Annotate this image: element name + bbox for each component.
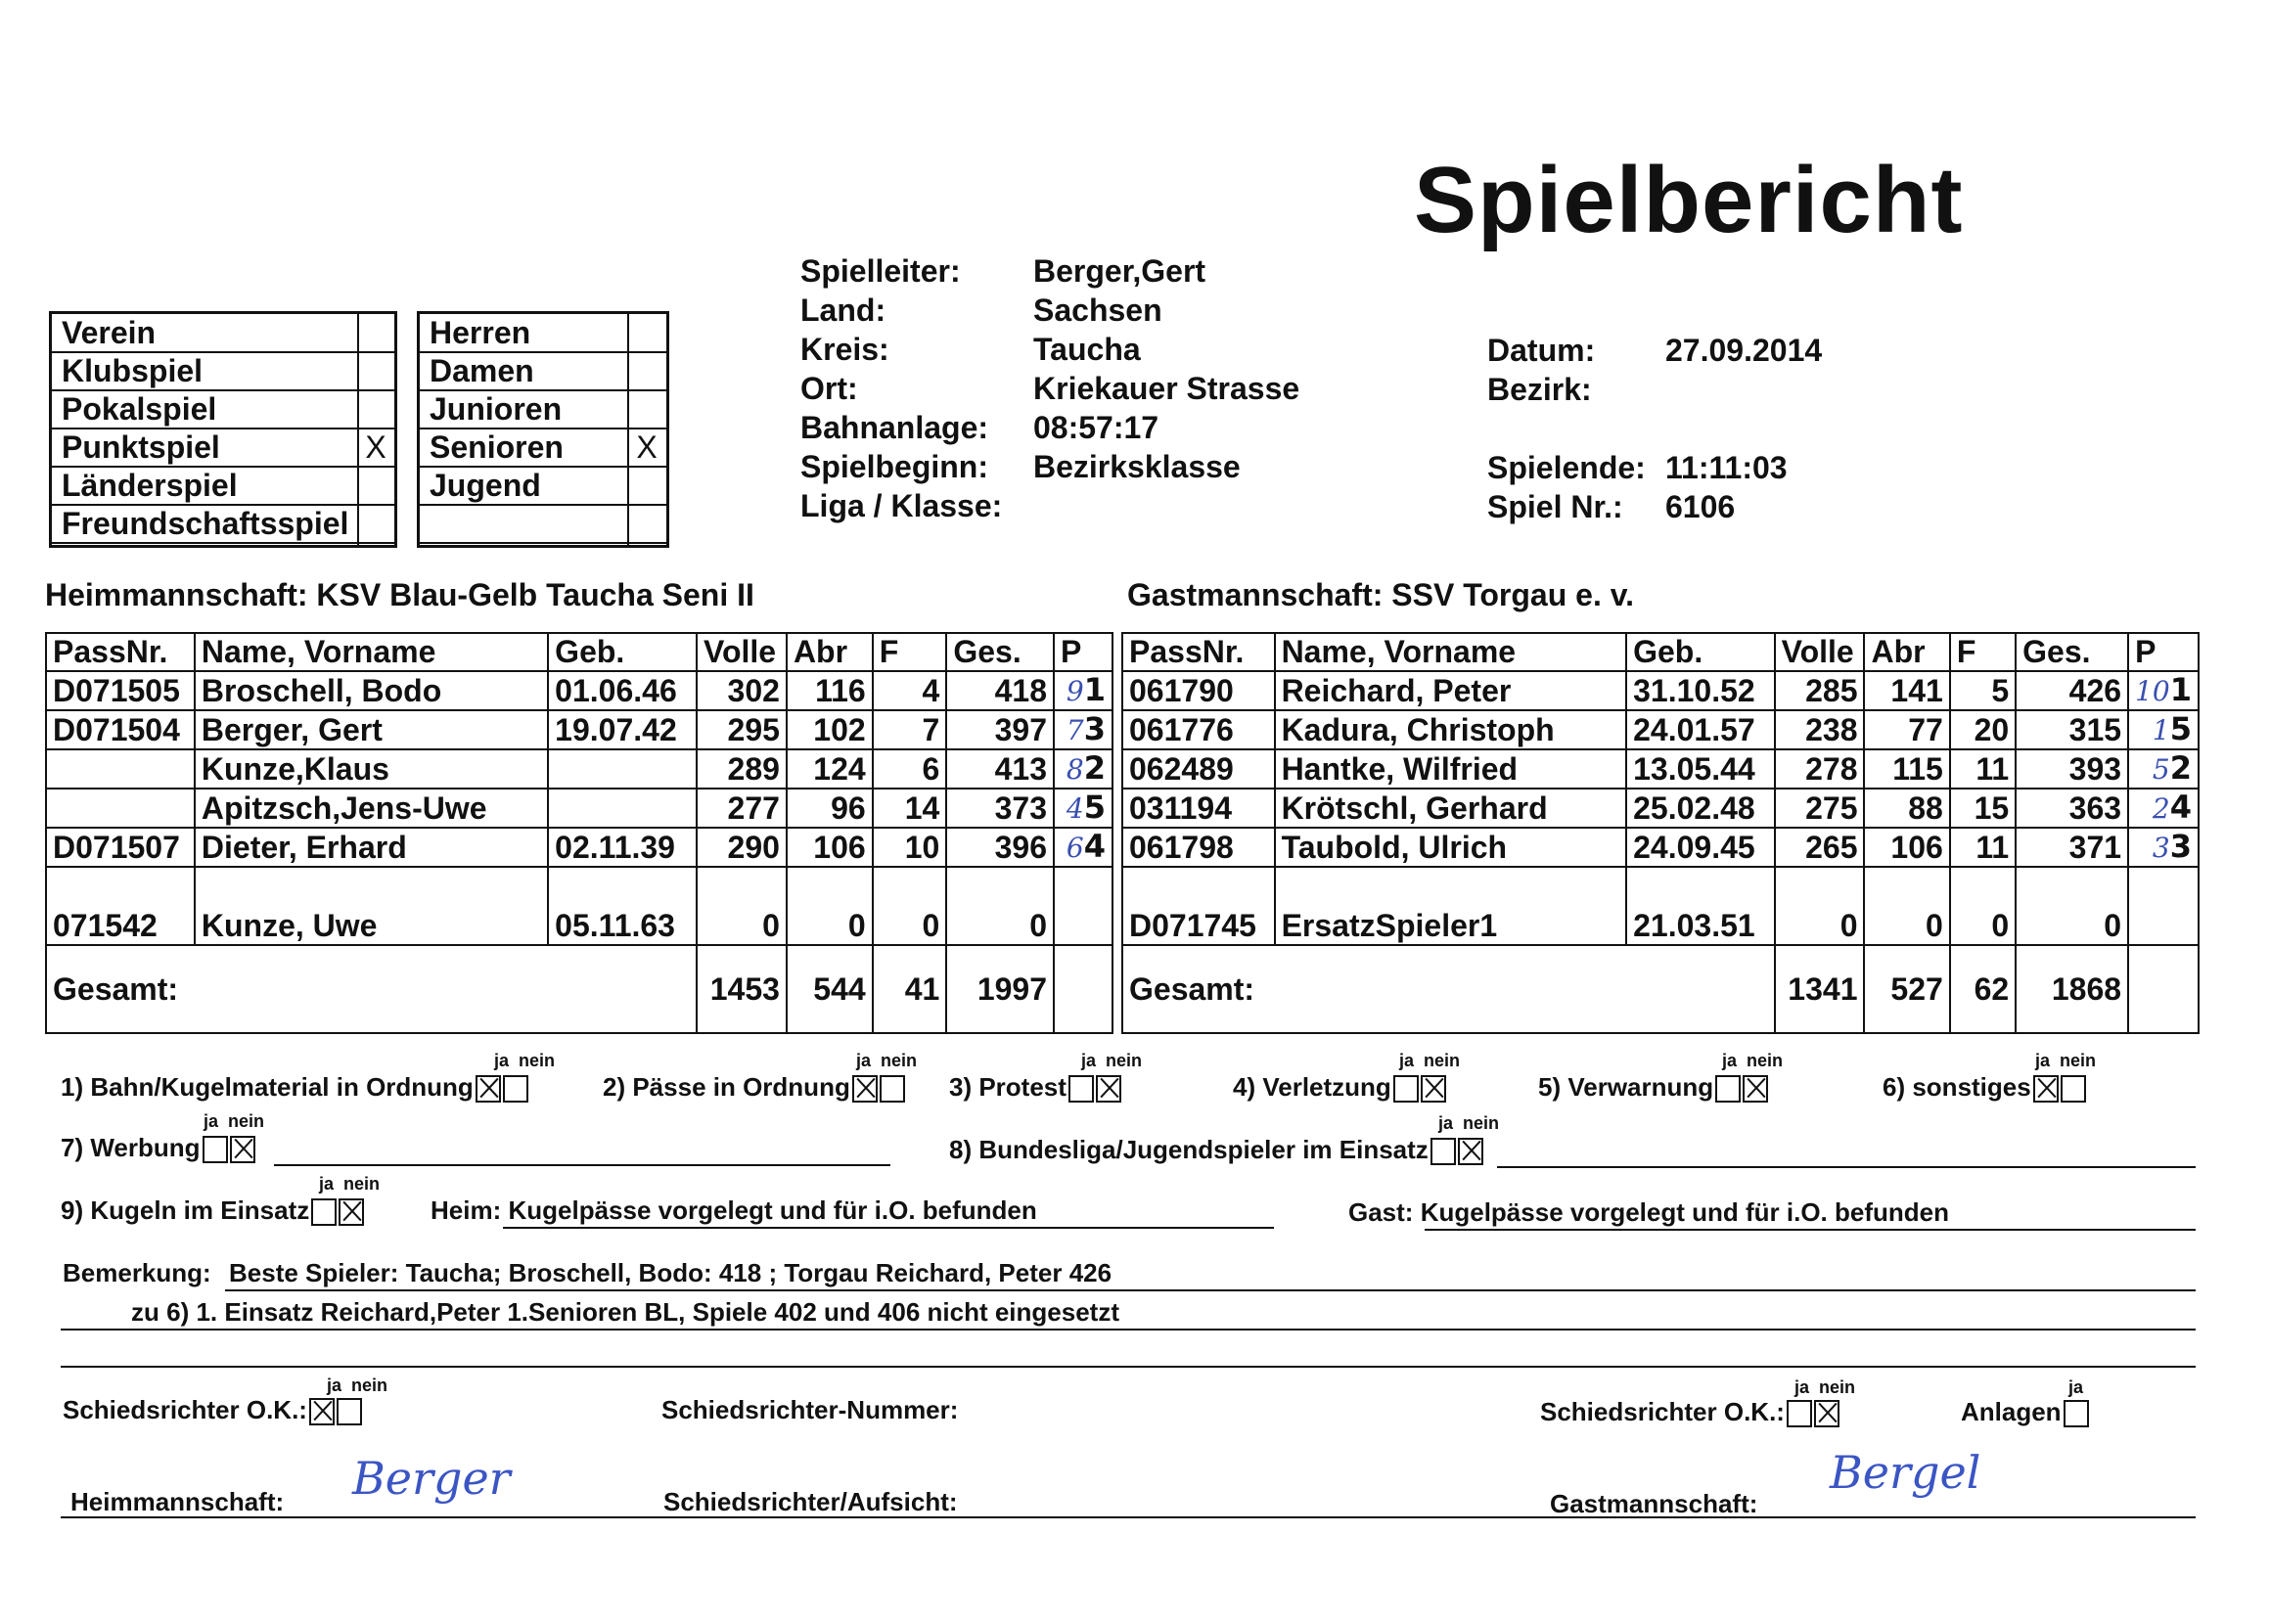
handwritten-rank: 7 <box>1066 714 1084 746</box>
class_box-row <box>420 314 666 353</box>
schiri-ok-home <box>63 1395 362 1425</box>
q8 <box>949 1135 1483 1165</box>
cell-abr: 0 <box>787 867 873 945</box>
q2-nein-checkbox[interactable] <box>880 1075 905 1103</box>
handwritten-rank: 1 <box>2152 714 2170 746</box>
type_box-label: Freundschaftsspiel <box>62 506 349 541</box>
column-header: PassNr. <box>46 633 195 671</box>
class_box-row <box>420 467 666 506</box>
q4-ja-nein: ja nein <box>1399 1051 1461 1070</box>
type_box-divider <box>357 314 359 545</box>
spielnr-label: Spiel Nr.: <box>1487 489 1623 524</box>
player-row <box>1122 828 2199 867</box>
bemerkung-underline2 <box>61 1329 2196 1331</box>
guest-signature: Bergel <box>1830 1446 1981 1499</box>
player-row <box>1122 867 2199 945</box>
q5-nein-checkbox[interactable] <box>1743 1075 1768 1103</box>
column-header: F <box>873 633 947 671</box>
class_box-label: Junioren <box>430 391 563 427</box>
class_box-row <box>420 429 666 468</box>
q8-label: 8) Bundesliga/Jugendspieler im Einsatz <box>949 1135 1429 1164</box>
cell-volle: 275 <box>1775 789 1865 828</box>
q8-nein-checkbox[interactable] <box>1458 1138 1483 1165</box>
cell-ges: 371 <box>2016 828 2128 867</box>
header-label: Spielbeginn: <box>800 449 988 484</box>
q6-nein-checkbox[interactable] <box>2061 1075 2086 1103</box>
handwritten-rank: 4 <box>1066 792 1084 825</box>
header-left-values <box>1033 251 1299 486</box>
schiri-ok-guest-ja-checkbox[interactable] <box>1787 1400 1812 1427</box>
header-label: Spielleiter: <box>800 253 961 289</box>
guest-team-label: Gastmannschaft: SSV Torgau e. v. <box>1127 577 1635 612</box>
type_box-row <box>52 467 394 506</box>
heim-label: Heim: <box>431 1195 502 1225</box>
type_box-label: Länderspiel <box>62 468 238 503</box>
cell-f: 0 <box>1950 867 2016 945</box>
q7-ja-nein: ja nein <box>204 1111 265 1131</box>
gast-kugel <box>1348 1197 1949 1228</box>
total-abr: 544 <box>787 945 873 1033</box>
cell-pass: 061776 <box>1122 710 1275 749</box>
header-value: Kriekauer Strasse <box>1033 371 1300 406</box>
total-volle: 1341 <box>1775 945 1865 1033</box>
cell-volle: 285 <box>1775 671 1865 710</box>
cell-geb: 19.07.42 <box>548 710 697 749</box>
header-label: Bahnanlage: <box>800 410 989 445</box>
column-header: Name, Vorname <box>1275 633 1627 671</box>
cell-ges: 315 <box>2016 710 2128 749</box>
header-label: Ort: <box>800 371 858 406</box>
handwritten-rank: 3 <box>2152 832 2170 864</box>
cell-pass: 071542 <box>46 867 195 945</box>
cell-p <box>2128 789 2199 828</box>
q4-nein-checkbox[interactable] <box>1421 1075 1446 1103</box>
schiri-ok-guest-nein-checkbox[interactable] <box>1814 1400 1839 1427</box>
cell-p <box>1054 828 1112 867</box>
header-value: 08:57:17 <box>1033 410 1159 445</box>
q7-label: 7) Werbung <box>61 1133 201 1162</box>
q7-line <box>274 1164 890 1166</box>
column-header: Ges. <box>2016 633 2128 671</box>
cell-p <box>2128 749 2199 789</box>
cell-volle: 0 <box>697 867 787 945</box>
player-row <box>1122 671 2199 710</box>
cell-volle: 290 <box>697 828 787 867</box>
cell-ges: 396 <box>946 828 1054 867</box>
signature-line <box>61 1516 2196 1518</box>
cell-pass: D071507 <box>46 828 195 867</box>
cell-abr: 77 <box>1864 710 1949 749</box>
q4-label: 4) Verletzung <box>1233 1072 1391 1102</box>
total-p <box>1054 945 1112 1033</box>
q5-ja-checkbox[interactable] <box>1715 1075 1741 1103</box>
column-header: Abr <box>787 633 873 671</box>
type_box-label: Klubspiel <box>62 353 204 388</box>
cell-pass: D071505 <box>46 671 195 710</box>
bemerkung-underline3 <box>61 1366 2196 1368</box>
cell-ges: 0 <box>2016 867 2128 945</box>
q9-label: 9) Kugeln im Einsatz <box>61 1195 310 1225</box>
cell-ges: 0 <box>946 867 1054 945</box>
q1-ja-checkbox[interactable] <box>476 1075 501 1103</box>
points-value: 3 <box>1083 710 1106 747</box>
schiri-aufsicht-label: Schiedsrichter/Aufsicht: <box>663 1487 958 1516</box>
points-value: 3 <box>2169 828 2192 865</box>
points-value: 4 <box>1083 828 1106 865</box>
cell-name: ErsatzSpieler1 <box>1275 867 1627 945</box>
schiri-ok-home-nein-checkbox[interactable] <box>337 1398 362 1425</box>
q5-ja-nein: ja nein <box>1722 1051 1784 1070</box>
match-type-box <box>49 311 397 548</box>
cell-name: Broschell, Bodo <box>195 671 548 710</box>
q8-ja-checkbox[interactable] <box>1430 1138 1456 1165</box>
cell-p <box>1054 789 1112 828</box>
class_box-row <box>420 390 666 429</box>
q3-nein-checkbox[interactable] <box>1096 1075 1121 1103</box>
heim-kugel <box>431 1195 1037 1226</box>
player-row <box>1122 710 2199 749</box>
cell-pass: D071504 <box>46 710 195 749</box>
gast-label: Gast: <box>1348 1197 1414 1227</box>
cell-geb: 13.05.44 <box>1626 749 1775 789</box>
points-value: 4 <box>2169 789 2192 826</box>
anlagen <box>1961 1397 2089 1427</box>
class_box-checkbox[interactable]: X <box>636 429 658 465</box>
q6-ja-checkbox[interactable] <box>2033 1075 2059 1103</box>
cell-ges: 363 <box>2016 789 2128 828</box>
points-value: 2 <box>2169 749 2192 787</box>
cell-abr: 102 <box>787 710 873 749</box>
cell-geb: 02.11.39 <box>548 828 697 867</box>
cell-name: Kunze,Klaus <box>195 749 548 789</box>
q7 <box>61 1133 255 1163</box>
points-value: 1 <box>2169 671 2192 708</box>
q8-line <box>1497 1166 2196 1168</box>
q6-label: 6) sonstiges <box>1883 1072 2031 1102</box>
player-row <box>46 789 1112 828</box>
cell-f: 6 <box>873 749 947 789</box>
cell-name: Krötschl, Gerhard <box>1275 789 1627 828</box>
cell-pass: D071745 <box>1122 867 1275 945</box>
total-label: Gesamt: <box>1122 945 1775 1033</box>
cell-geb: 31.10.52 <box>1626 671 1775 710</box>
cell-f: 4 <box>873 671 947 710</box>
q1-label: 1) Bahn/Kugelmaterial in Ordnung <box>61 1072 474 1102</box>
gast-line <box>1425 1229 2196 1231</box>
q7-nein-checkbox[interactable] <box>230 1136 255 1163</box>
player-row <box>1122 749 2199 789</box>
page-title: Spielbericht <box>1414 148 1964 252</box>
schiri-home-ja-nein: ja nein <box>327 1376 388 1395</box>
type_box-row <box>52 352 394 391</box>
bemerkung-label: Bemerkung: <box>63 1258 211 1287</box>
handwritten-rank: 5 <box>2152 753 2170 786</box>
heim-line <box>503 1227 1274 1229</box>
cell-p <box>1054 671 1112 710</box>
cell-abr: 115 <box>1864 749 1949 789</box>
cell-ges: 413 <box>946 749 1054 789</box>
type_box-label: Punktspiel <box>62 429 220 465</box>
bemerkung-underline1 <box>225 1289 2196 1291</box>
cell-name: Kadura, Christoph <box>1275 710 1627 749</box>
total-ges: 1868 <box>2016 945 2128 1033</box>
cell-abr: 88 <box>1864 789 1949 828</box>
q6-ja-nein: ja nein <box>2035 1051 2097 1070</box>
anlagen-label: Anlagen <box>1961 1397 2062 1426</box>
cell-f: 10 <box>873 828 947 867</box>
q8-ja-nein: ja nein <box>1438 1113 1500 1133</box>
column-header: PassNr. <box>1122 633 1275 671</box>
q9-ja-checkbox[interactable] <box>311 1198 337 1226</box>
total-ges: 1997 <box>946 945 1054 1033</box>
cell-volle: 238 <box>1775 710 1865 749</box>
spielende-value: 11:11:03 <box>1665 450 1788 485</box>
q3 <box>949 1072 1121 1103</box>
handwritten-rank: 9 <box>1066 675 1084 707</box>
q2 <box>603 1072 905 1103</box>
q9-ja-nein: ja nein <box>319 1174 381 1194</box>
schiri-guest-ja-nein: ja nein <box>1794 1377 1856 1397</box>
player-class-box <box>417 311 669 548</box>
cell-p <box>2128 828 2199 867</box>
type_box-row <box>52 390 394 429</box>
total-p <box>2128 945 2199 1033</box>
column-header: Geb. <box>548 633 697 671</box>
player-row <box>46 710 1112 749</box>
header-value: Taucha <box>1033 332 1141 367</box>
schiri-ok-home-label: Schiedsrichter O.K.: <box>63 1395 307 1424</box>
cell-pass: 061790 <box>1122 671 1275 710</box>
total-row <box>1122 945 2199 1033</box>
q2-ja-nein: ja nein <box>856 1051 918 1070</box>
column-header: Abr <box>1864 633 1949 671</box>
bemerkung-line2: zu 6) 1. Einsatz Reichard,Peter 1.Senioren BL, Spiele 402 und 406 nicht eingesetzt <box>131 1297 1119 1327</box>
gast-text: Kugelpässe vorgelegt und für i.O. befunden <box>1420 1197 1949 1227</box>
cell-abr: 106 <box>1864 828 1949 867</box>
bezirk-label: Bezirk: <box>1487 372 1592 407</box>
header-value: Sachsen <box>1033 293 1162 328</box>
total-abr: 527 <box>1864 945 1949 1033</box>
cell-name: Reichard, Peter <box>1275 671 1627 710</box>
column-header: Volle <box>697 633 787 671</box>
class_box-label: Damen <box>430 353 534 388</box>
q2-label: 2) Pässe in Ordnung <box>603 1072 850 1102</box>
column-header: Volle <box>1775 633 1865 671</box>
guest-score-table <box>1121 632 2200 1034</box>
type_box-checkbox[interactable]: X <box>365 429 386 465</box>
header-value: Bezirksklasse <box>1033 449 1241 484</box>
cell-name: Taubold, Ulrich <box>1275 828 1627 867</box>
cell-abr: 106 <box>787 828 873 867</box>
cell-name: Apitzsch,Jens-Uwe <box>195 789 548 828</box>
q5-label: 5) Verwarnung <box>1538 1072 1714 1102</box>
heim-sign-label: Heimmannschaft: <box>70 1487 285 1516</box>
home-team-label: Heimmannschaft: KSV Blau-Gelb Taucha Seni II <box>45 577 754 612</box>
cell-volle: 289 <box>697 749 787 789</box>
player-row <box>46 867 1112 945</box>
cell-geb: 05.11.63 <box>548 867 697 945</box>
cell-volle: 0 <box>1775 867 1865 945</box>
anlagen-ja-checkbox[interactable] <box>2064 1400 2089 1427</box>
spielnr-value: 6106 <box>1665 489 1736 524</box>
player-row <box>1122 789 2199 828</box>
cell-ges: 397 <box>946 710 1054 749</box>
total-label: Gesamt: <box>46 945 697 1033</box>
handwritten-rank: 2 <box>2152 792 2170 825</box>
type_box-label: Pokalspiel <box>62 391 217 427</box>
spielende-label: Spielende: <box>1487 450 1646 485</box>
cell-p <box>1054 710 1112 749</box>
q3-ja-checkbox[interactable] <box>1068 1075 1094 1103</box>
cell-name: Hantke, Wilfried <box>1275 749 1627 789</box>
cell-volle: 278 <box>1775 749 1865 789</box>
home-score-table <box>45 632 1113 1034</box>
header-label: Liga / Klasse: <box>800 488 1003 523</box>
total-f: 62 <box>1950 945 2016 1033</box>
cell-geb: 01.06.46 <box>548 671 697 710</box>
cell-volle: 277 <box>697 789 787 828</box>
cell-ges: 426 <box>2016 671 2128 710</box>
cell-p <box>2128 867 2199 945</box>
cell-f: 15 <box>1950 789 2016 828</box>
cell-geb <box>548 789 697 828</box>
cell-p <box>2128 710 2199 749</box>
column-header: F <box>1950 633 2016 671</box>
cell-f: 7 <box>873 710 947 749</box>
schiri-nr-label: Schiedsrichter-Nummer: <box>661 1395 959 1424</box>
q1-nein-checkbox[interactable] <box>503 1075 528 1103</box>
cell-volle: 302 <box>697 671 787 710</box>
cell-pass: 061798 <box>1122 828 1275 867</box>
class_box-divider <box>627 314 629 545</box>
cell-f: 11 <box>1950 749 2016 789</box>
q4-ja-checkbox[interactable] <box>1393 1075 1419 1103</box>
datum-label: Datum: <box>1487 333 1596 368</box>
cell-f: 5 <box>1950 671 2016 710</box>
handwritten-rank: 10 <box>2135 675 2170 707</box>
column-header: Ges. <box>946 633 1054 671</box>
column-header: Name, Vorname <box>195 633 548 671</box>
q5 <box>1538 1072 1768 1103</box>
cell-pass: 062489 <box>1122 749 1275 789</box>
cell-f: 11 <box>1950 828 2016 867</box>
cell-f: 20 <box>1950 710 2016 749</box>
bemerkung-line1: Beste Spieler: Taucha; Broschell, Bodo: 418 ; Torgau Reichard, Peter 426 <box>229 1258 1112 1287</box>
q1 <box>61 1072 528 1103</box>
cell-p <box>1054 867 1112 945</box>
cell-abr: 116 <box>787 671 873 710</box>
column-header: P <box>1054 633 1112 671</box>
class_box-label: Jugend <box>430 468 541 503</box>
column-header: Geb. <box>1626 633 1775 671</box>
anlagen-ja: ja <box>2068 1377 2084 1397</box>
cell-ges: 373 <box>946 789 1054 828</box>
cell-name: Dieter, Erhard <box>195 828 548 867</box>
cell-f: 14 <box>873 789 947 828</box>
cell-geb <box>548 749 697 789</box>
datum-value: 27.09.2014 <box>1665 333 1823 368</box>
schiri-ok-guest-label: Schiedsrichter O.K.: <box>1540 1397 1785 1426</box>
type_box-row <box>52 429 394 468</box>
points-value: 5 <box>2169 710 2192 747</box>
gast-sign-label: Gastmannschaft: <box>1550 1489 1758 1518</box>
cell-geb: 21.03.51 <box>1626 867 1775 945</box>
class_box-label: Senioren <box>430 429 564 465</box>
class_box-row <box>420 352 666 391</box>
cell-pass: 031194 <box>1122 789 1275 828</box>
heim-text: Kugelpässe vorgelegt und für i.O. befunden <box>508 1195 1037 1225</box>
cell-volle: 295 <box>697 710 787 749</box>
cell-abr: 141 <box>1864 671 1949 710</box>
schiri-ok-guest <box>1540 1397 1839 1427</box>
q3-label: 3) Protest <box>949 1072 1067 1102</box>
cell-geb: 24.09.45 <box>1626 828 1775 867</box>
handwritten-rank: 8 <box>1066 753 1084 786</box>
q7-ja-checkbox[interactable] <box>203 1136 228 1163</box>
cell-pass <box>46 789 195 828</box>
cell-name: Berger, Gert <box>195 710 548 749</box>
q9 <box>61 1195 364 1226</box>
column-header: P <box>2128 633 2199 671</box>
type_box-row <box>52 314 394 353</box>
header-label: Kreis: <box>800 332 889 367</box>
header-value: Berger,Gert <box>1033 253 1206 289</box>
cell-name: Kunze, Uwe <box>195 867 548 945</box>
header-label: Land: <box>800 293 886 328</box>
cell-p <box>1054 749 1112 789</box>
q2-ja-checkbox[interactable] <box>852 1075 878 1103</box>
cell-pass <box>46 749 195 789</box>
cell-f: 0 <box>873 867 947 945</box>
type_box-row <box>52 505 394 544</box>
home-signature: Berger <box>352 1452 511 1505</box>
points-value: 2 <box>1083 749 1106 787</box>
cell-abr: 124 <box>787 749 873 789</box>
player-row <box>46 828 1112 867</box>
handwritten-rank: 6 <box>1066 832 1084 864</box>
header-left-labels <box>800 251 1002 525</box>
cell-p <box>2128 671 2199 710</box>
q9-nein-checkbox[interactable] <box>339 1198 364 1226</box>
total-f: 41 <box>873 945 947 1033</box>
cell-ges: 393 <box>2016 749 2128 789</box>
total-volle: 1453 <box>697 945 787 1033</box>
cell-ges: 418 <box>946 671 1054 710</box>
player-row <box>46 671 1112 710</box>
q1-ja-nein: ja nein <box>494 1051 556 1070</box>
cell-volle: 265 <box>1775 828 1865 867</box>
cell-abr: 0 <box>1864 867 1949 945</box>
cell-geb: 24.01.57 <box>1626 710 1775 749</box>
points-value: 5 <box>1083 789 1106 826</box>
points-value: 1 <box>1083 671 1106 708</box>
player-row <box>46 749 1112 789</box>
class_box-label: Herren <box>430 315 531 350</box>
q3-ja-nein: ja nein <box>1081 1051 1143 1070</box>
type_box-label: Verein <box>62 315 157 350</box>
q6 <box>1883 1072 2086 1103</box>
class_box-row <box>420 505 666 544</box>
schiri-ok-home-ja-checkbox[interactable] <box>309 1398 335 1425</box>
total-row <box>46 945 1112 1033</box>
cell-geb: 25.02.48 <box>1626 789 1775 828</box>
cell-abr: 96 <box>787 789 873 828</box>
q4 <box>1233 1072 1446 1103</box>
